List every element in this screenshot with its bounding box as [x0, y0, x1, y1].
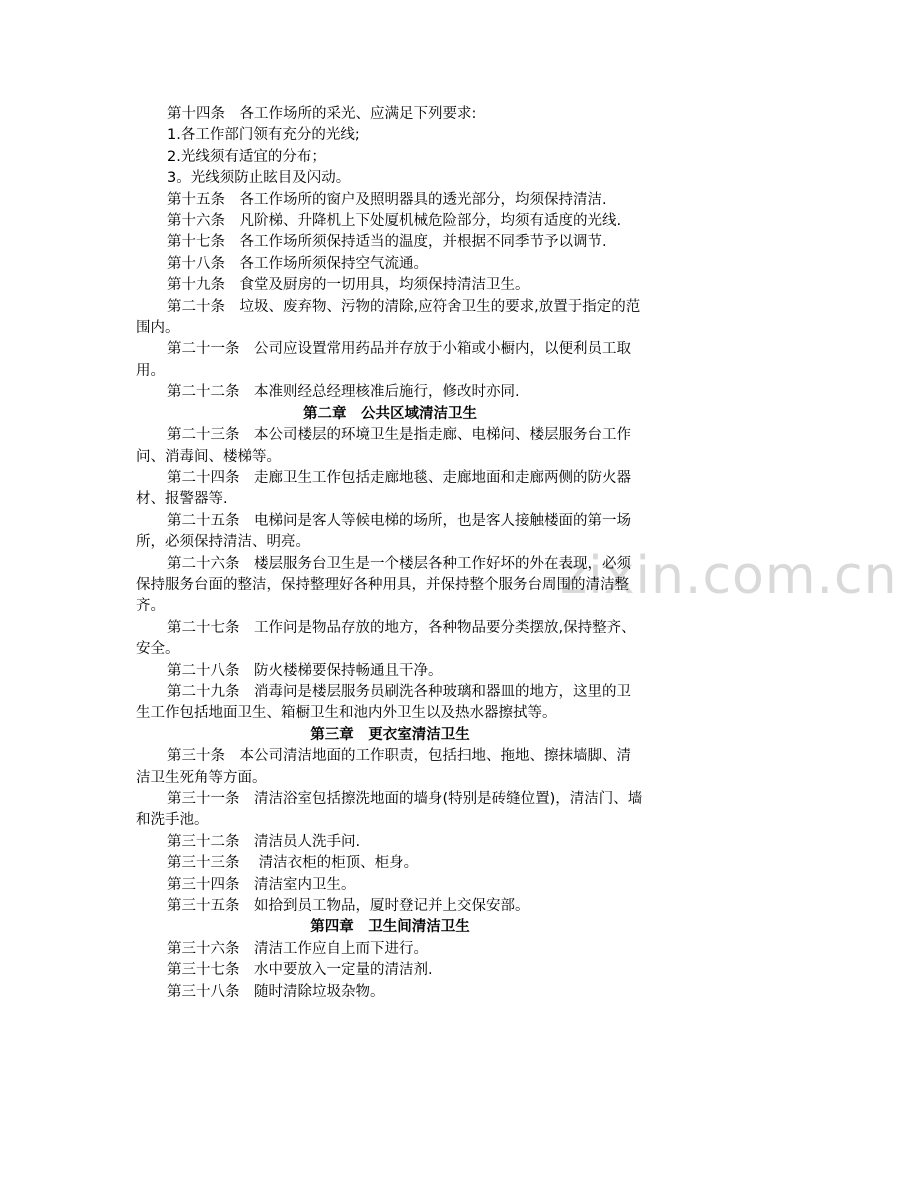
article-paragraph: 第二十条 垃圾、废弃物、污物的清除,应符舍卫生的要求,放置于指定的范围内。	[136, 298, 641, 337]
article-paragraph: 第二十九条 消毒问是楼层服务员刷洗各种玻璃和器皿的地方，这里的卫生工作包括地面卫生、箱橱卫生和池内外卫生以及热水器擦拭等。	[136, 683, 631, 722]
article-paragraph: 第二十四条 走廊卫生工作包括走廊地毯、走廊地面和走廊两侧的防火器材、报警器等.	[136, 469, 631, 508]
article-paragraph: 第三十条 本公司清洁地面的工作职责，包括扫地、拖地、擦抹墙脚、清洁卫生死角等方面。	[136, 748, 631, 786]
article-paragraph: 3。光线须防止眩目及闪动。	[167, 170, 351, 187]
chapter-heading: 第二章 公共区域清洁卫生	[303, 405, 477, 422]
article-paragraph: 第三十四条 清洁室内卫生。	[167, 876, 356, 893]
article-paragraph: 第三十二条 清洁员人洗手问.	[167, 833, 361, 850]
chapter-heading: 第四章 卫生间清洁卫生	[310, 919, 470, 936]
article-paragraph: 第二十八条 防火楼梯要保持畅通且干净。	[167, 662, 443, 679]
article-paragraph: 第十四条 各工作场所的采光、应满足下列要求:	[167, 106, 477, 122]
article-paragraph: 第三十三条 清洁衣柜的柜顶、柜身。	[167, 855, 419, 872]
article-paragraph: 第二十一条 公司应设置常用药品并存放于小箱或小橱内，以便利员工取用。	[136, 341, 631, 379]
article-paragraph: 第二十二条 本准则经总经理核准后施行，修改时亦同.	[167, 384, 520, 401]
article-paragraph: 第三十六条 清洁工作应自上而下进行。	[167, 940, 428, 957]
document-body	[136, 104, 644, 1003]
article-paragraph: 第三十五条 如拾到员工物品，厦时登记并上交保安部。	[167, 898, 530, 915]
article-paragraph: 2.光线须有适宜的分布；	[167, 148, 326, 165]
article-paragraph: 第十六条 凡阶梯、升降机上下处厦机械危险部分，均须有适度的光线.	[167, 213, 622, 230]
chapter-heading: 第三章 更衣室清洁卫生	[310, 726, 470, 743]
article-paragraph: 第十八条 各工作场所须保持空气流通。	[167, 255, 428, 272]
article-paragraph: 第二十五条 电梯问是客人等候电梯的场所，也是客人接触楼面的第一场所，必须保持清洁、明亮。	[136, 512, 631, 551]
watermark: zixin.com.cn	[560, 546, 898, 606]
article-paragraph: 第十七条 各工作场所须保持适当的温度，并根据不同季节予以调节.	[167, 234, 607, 251]
article-paragraph: 第十五条 各工作场所的窗户及照明器具的透光部分，均须保持清洁.	[167, 191, 607, 208]
article-paragraph: 第二十三条 本公司楼层的环境卫生是指走廊、电梯问、楼层服务台工作问、消毒间、楼梯等。	[136, 427, 631, 465]
article-paragraph: 第十九条 食堂及厨房的一切用具，均须保持清洁卫生。	[167, 277, 530, 294]
article-paragraph: 1.各工作部门领有充分的光线;	[167, 127, 360, 144]
article-paragraph: 第二十六条 楼层服务台卫生是一个楼层各种工作好坏的外在表现，必须保持服务台面的整洁，保持整理好各种用具，并保持整个服务台周围的清洁整齐。	[136, 555, 631, 615]
article-paragraph: 第三十一条 清洁浴室包括擦洗地面的墙身(特别是砖缝位置)，清洁门、墙和洗手池。	[136, 791, 643, 829]
article-paragraph: 第三十七条 水中要放入一定量的清洁剂.	[167, 962, 433, 979]
article-paragraph: 第三十八条 随时清除垃圾杂物。	[167, 983, 385, 1000]
article-paragraph: 第二十七条 工作问是物品存放的地方，各种物品要分类摆放,保持整齐、安全。	[136, 619, 636, 658]
